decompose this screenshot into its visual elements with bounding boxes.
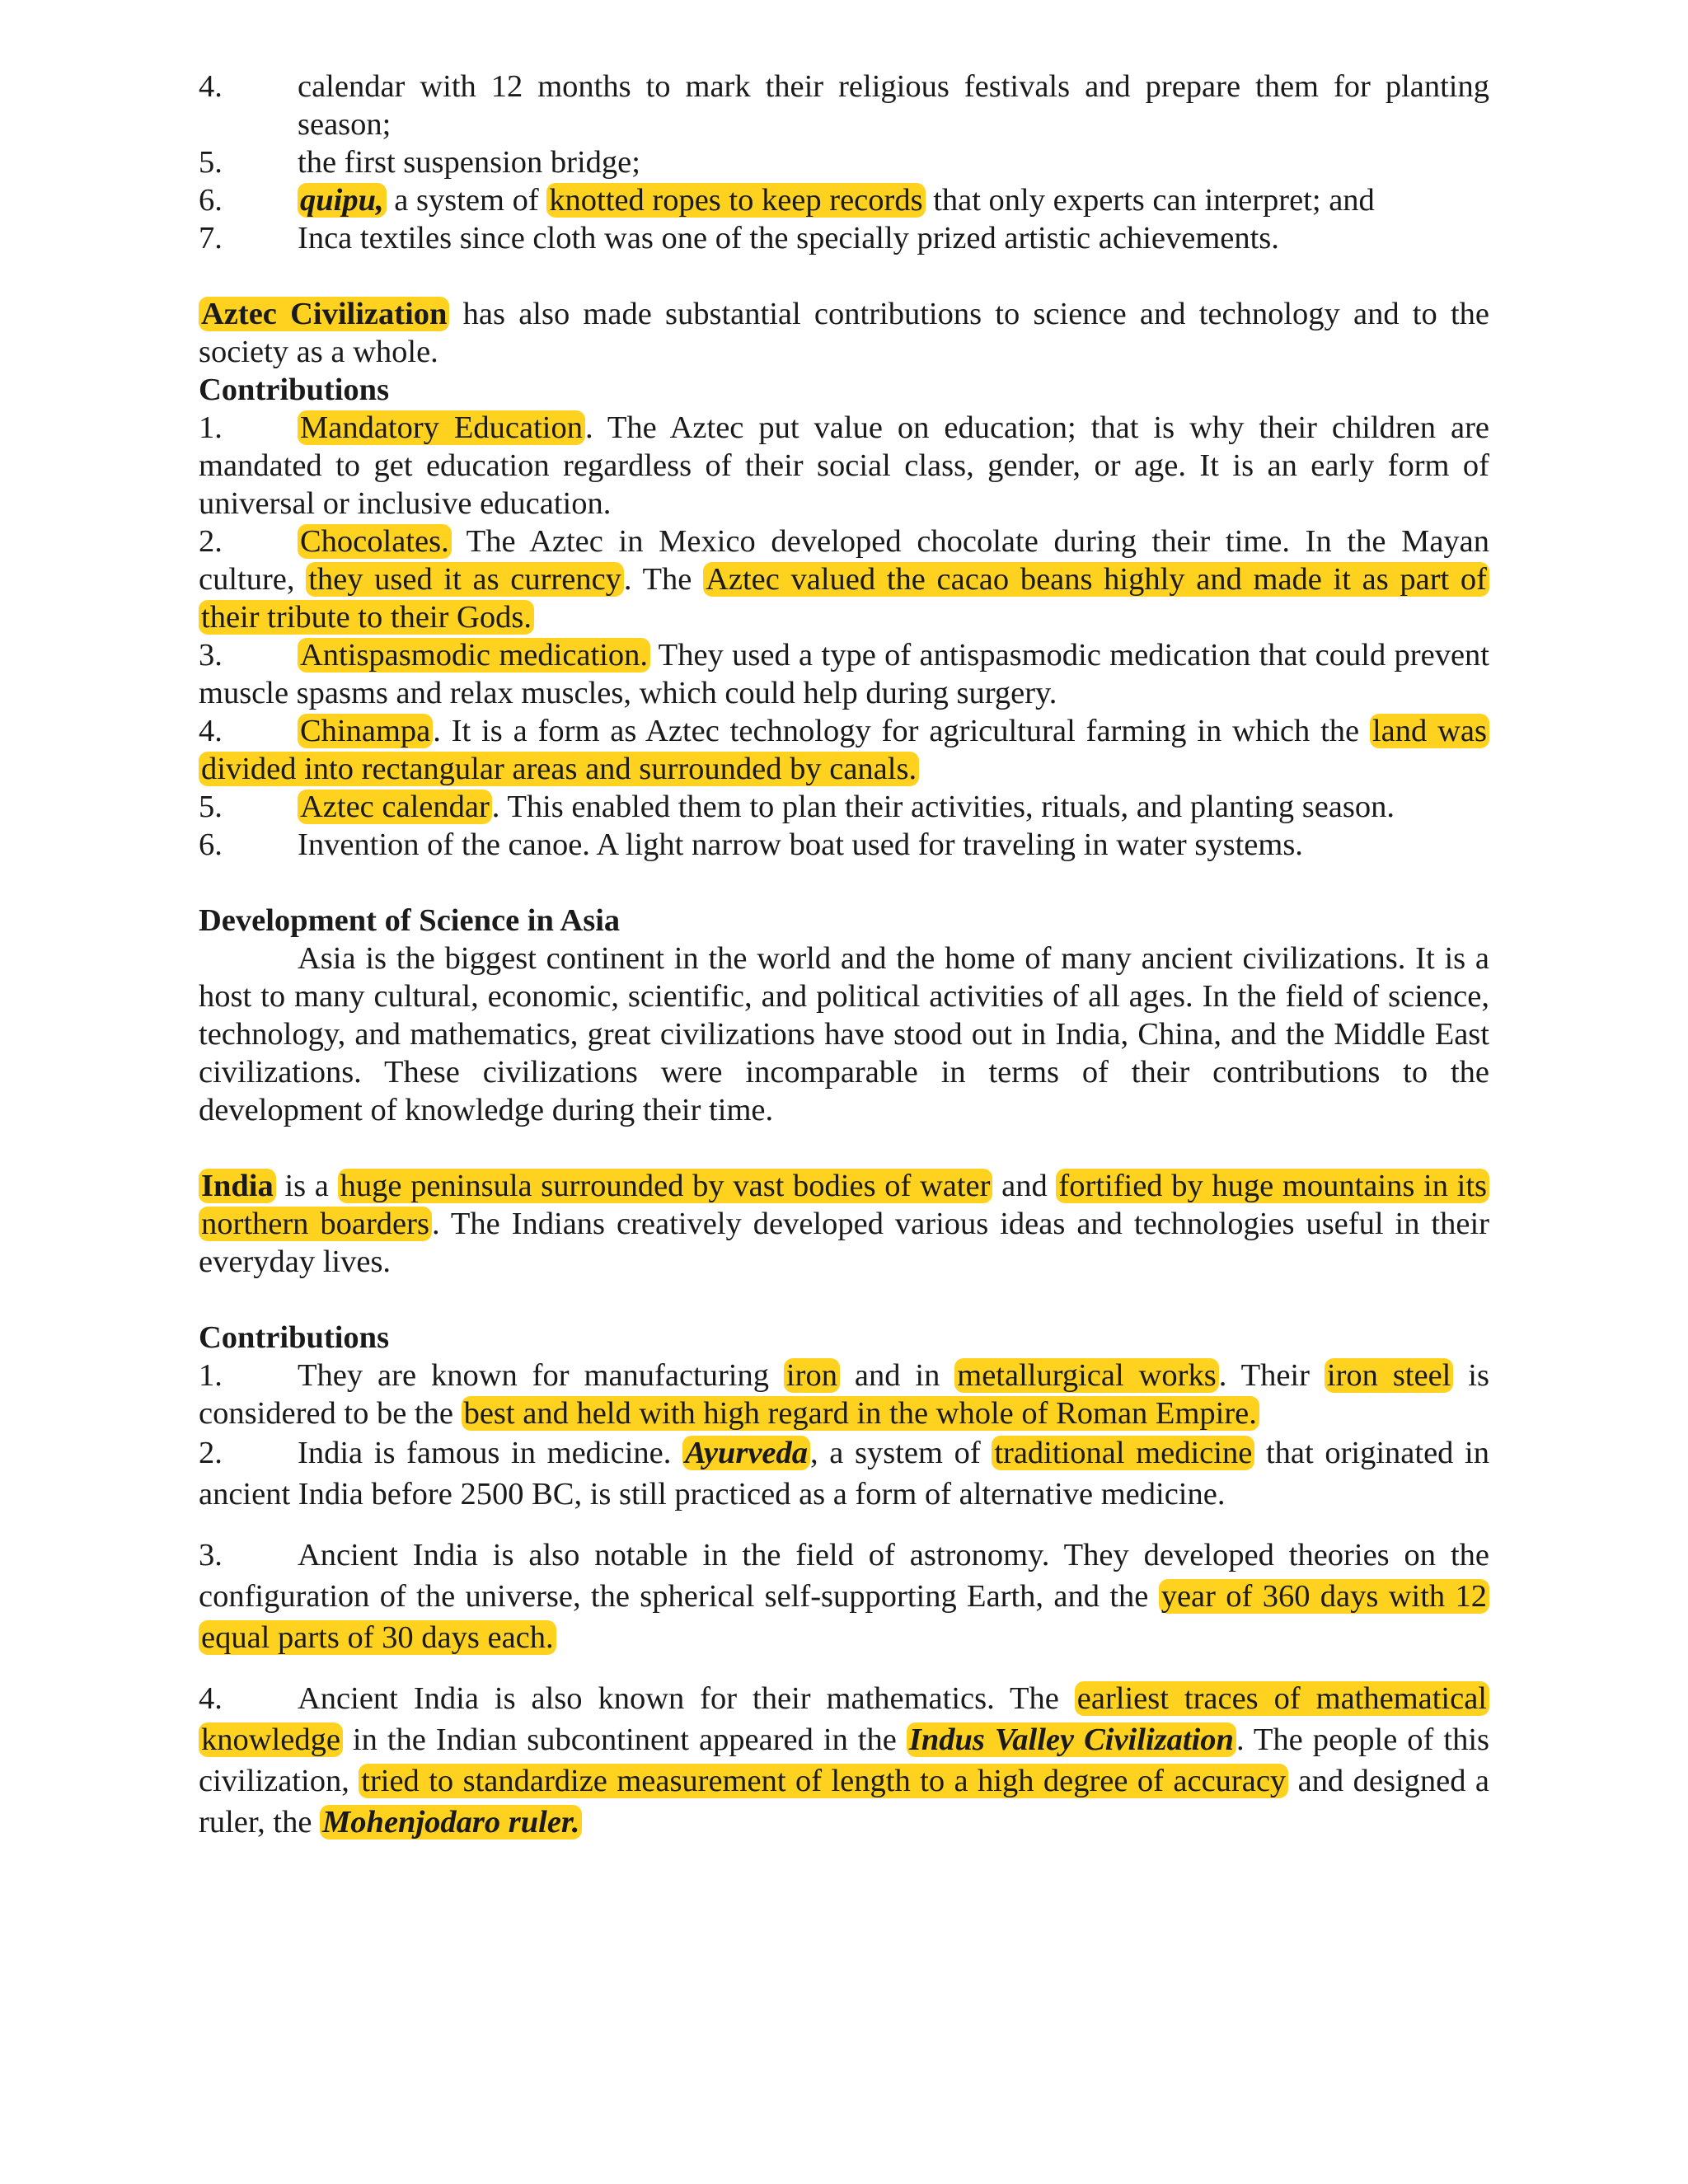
highlighted-text: Antispasmodic medication. — [298, 638, 650, 673]
item-number: 1. — [199, 1358, 223, 1393]
list-item: 4. Ancient India is also known for their mathematics. The earliest traces of mathematical knowledge in the Indian subcontinent appeared in the Indus Valley Civilization. The people of this civilization, tried to standardize measurement of length to a high degree of accuracy and designed a ruler, the Mohenjodaro ruler. — [199, 1678, 1489, 1843]
item-text: quipu, a system of knotted ropes to keep records that only experts can interpret; and — [298, 181, 1489, 219]
highlighted-text: Mandatory Education — [298, 410, 585, 445]
item-number: 3. — [199, 638, 223, 673]
list-item: 5. Aztec calendar. This enabled them to plan their activities, rituals, and planting season. — [199, 790, 1395, 824]
highlighted-text: they used it as currency — [306, 562, 624, 597]
highlighted-text: Chocolates. — [298, 524, 452, 559]
highlighted-term: Aztec Civilization — [199, 297, 449, 331]
highlighted-text: Aztec calendar — [298, 790, 492, 824]
highlighted-text: knotted ropes to keep records — [546, 183, 925, 218]
highlighted-text: iron — [784, 1358, 840, 1393]
highlighted-term: quipu, — [298, 183, 387, 218]
section-heading: Contributions — [199, 373, 390, 407]
highlighted-text: Aztec valued the cacao beans highly and made it as part of their tribute to their Gods. — [199, 562, 1489, 635]
list-item — [199, 219, 1489, 257]
list-item: 2. India is famous in medicine. Ayurveda, a system of traditional medicine that originated in ancient India before 2500 BC, is still practiced as a form of alternative medicine. — [199, 1432, 1489, 1515]
highlighted-text: tried to standardize measurement of length to a high degree of accuracy — [359, 1764, 1288, 1798]
india-intro-paragraph: India is a huge peninsula surrounded by vast bodies of water and fortified by huge mountains in its northern boarders. The Indians creatively developed various ideas and technologies useful in their everyday lives. — [199, 1169, 1489, 1279]
item-number: 1. — [199, 410, 223, 445]
highlighted-text: land was divided into rectangular areas and surrounded by canals. — [199, 714, 1489, 786]
list-item — [199, 68, 1489, 143]
item-number: 7. — [199, 221, 223, 255]
item-number: 2. — [199, 524, 223, 559]
document-page — [199, 68, 1489, 1843]
item-number: 6. — [199, 183, 223, 218]
item-number: 6. — [199, 827, 223, 862]
item-text: calendar with 12 months to mark their religious festivals and prepare them for planting season; — [298, 69, 1489, 142]
item-text: Inca textiles since cloth was one of the specially prized artistic achievements. — [298, 221, 1279, 255]
section-heading: Contributions — [199, 1320, 390, 1355]
highlighted-term: Indus Valley Civilization — [907, 1722, 1236, 1757]
item-number: 4. — [199, 1681, 223, 1716]
list-item: 1. Mandatory Education. The Aztec put value on education; that is why their children are mandated to get education regardless of their social class, gender, or age. It is an early form of universal or inclusive education. — [199, 410, 1489, 521]
highlighted-term: India — [199, 1169, 276, 1203]
highlighted-text: best and held with high regard in the whole of Roman Empire. — [462, 1396, 1259, 1431]
highlighted-text: iron steel — [1325, 1358, 1454, 1393]
list-item: 1. They are known for manufacturing iron and in metallurgical works. Their iron steel is considered to be the best and held with high regard in the whole of Roman Empire. — [199, 1358, 1489, 1431]
highlighted-term: Ayurveda — [682, 1436, 810, 1470]
list-item — [199, 143, 1489, 181]
list-item: 4. Chinampa. It is a form as Aztec technology for agricultural farming in which the land was divided into rectangular areas and surrounded by canals. — [199, 712, 1489, 788]
highlighted-text: huge peninsula surrounded by vast bodies of water — [338, 1169, 993, 1203]
item-number: 3. — [199, 1538, 223, 1572]
section-heading: Development of Science in Asia — [199, 903, 621, 938]
item-number: 4. — [199, 714, 223, 748]
item-text: the first suspension bridge; — [298, 145, 640, 180]
aztec-intro-paragraph: Aztec Civilization has also made substantial contributions to science and technology and to the society as a whole. — [199, 297, 1489, 369]
highlighted-text: earliest traces of mathematical knowledge — [199, 1681, 1489, 1757]
highlighted-text: Chinampa — [298, 714, 433, 748]
item-number: 4. — [199, 69, 223, 104]
list-item: 6. Invention of the canoe. A light narrow boat used for traveling in water systems. — [199, 827, 1303, 862]
highlighted-text: fortified by huge mountains in its northern boarders — [199, 1169, 1489, 1241]
list-item: 3. Ancient India is also notable in the field of astronomy. They developed theories on the configuration of the universe, the spherical self-supporting Earth, and the year of 360 days with 12 equal parts of 30 days each. — [199, 1535, 1489, 1658]
item-number: 5. — [199, 790, 223, 824]
highlighted-text: year of 360 days with 12 equal parts of 30 days each. — [199, 1579, 1489, 1655]
highlighted-term: Mohenjodaro ruler. — [320, 1805, 582, 1840]
item-number: 2. — [199, 1436, 223, 1470]
list-item: 3. Antispasmodic medication. They used a type of antispasmodic medication that could prevent muscle spasms and relax muscles, which could help during surgery. — [199, 638, 1489, 710]
list-item — [199, 181, 1489, 219]
highlighted-text: traditional medicine — [992, 1436, 1254, 1470]
asia-paragraph: Asia is the biggest continent in the world and the home of many ancient civilizations. It is a host to many cultural, economic, scientific, and political activities of all ages. In the field of science, technology, and mathematics, great civilizations have stood out in India, China, and the Middle East civilizations. These civilizations were incomparable in terms of their contributions to the development of knowledge during their time. — [199, 941, 1489, 1127]
list-item: 2. Chocolates. The Aztec in Mexico developed chocolate during their time. In the Mayan culture, they used it as currency. The Aztec valued the cacao beans highly and made it as part of their tribute to their Gods. — [199, 524, 1489, 635]
highlighted-text: metallurgical works — [954, 1358, 1218, 1393]
item-number: 5. — [199, 145, 223, 180]
